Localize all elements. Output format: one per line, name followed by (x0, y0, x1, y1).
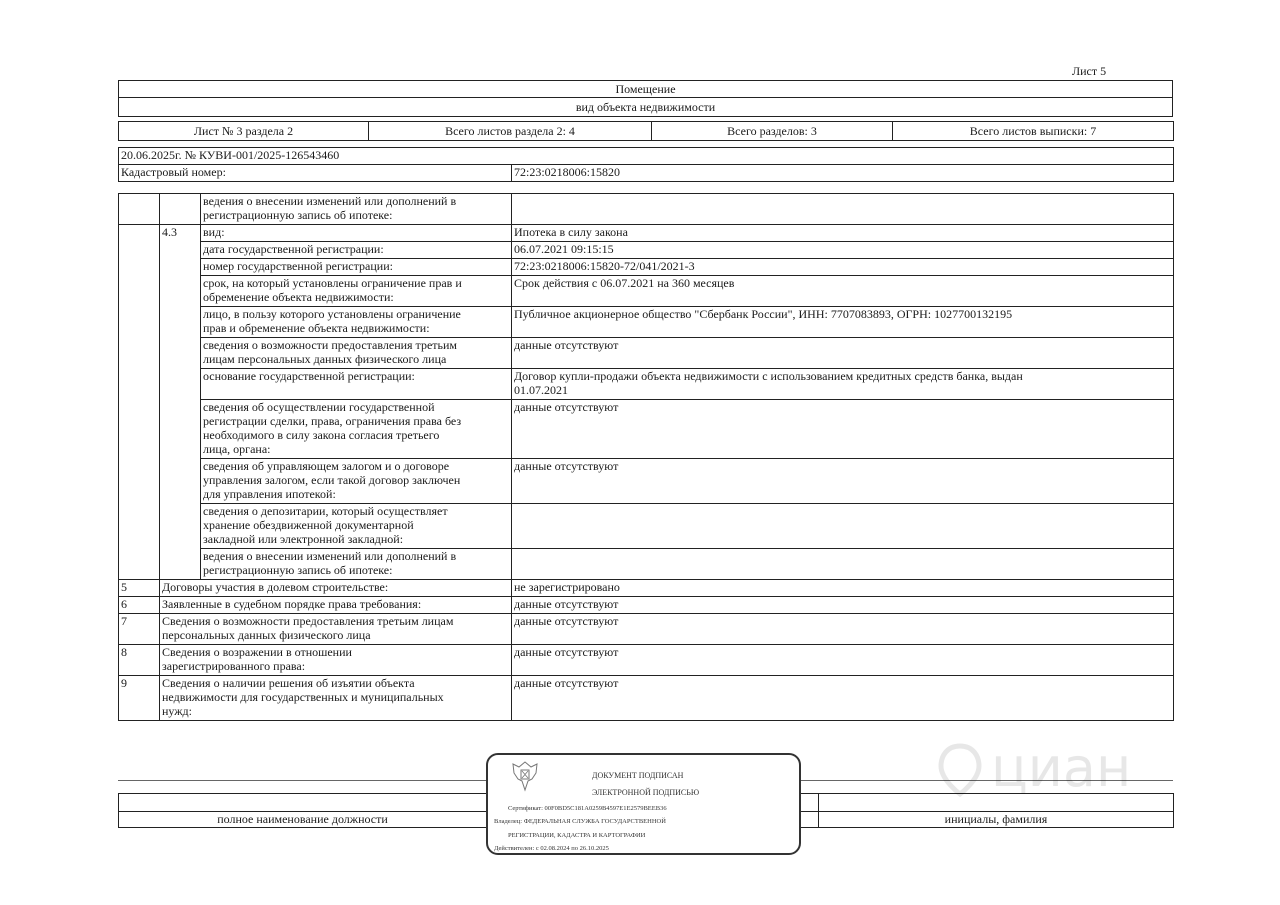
coat-of-arms-icon (508, 759, 542, 793)
field-value: данные отсутствуют (512, 645, 1174, 676)
stamp-subtitle: ЭЛЕКТРОННОЙ ПОДПИСЬЮ (592, 788, 700, 797)
signature-line-left (118, 780, 486, 781)
sections-total: Всего разделов: 3 (652, 122, 893, 141)
field-label: основание государственной регистрации: (201, 369, 512, 400)
sheet-info-bar (118, 121, 1174, 141)
table-row (119, 194, 1174, 225)
encumbrance-table (118, 193, 1174, 721)
field-value: Публичное акционерное общество "Сбербанк России", ИНН: 7707083893, ОГРН: 1027700132195 (512, 307, 1174, 338)
table-row (119, 504, 1174, 549)
num-cell (119, 225, 160, 580)
table-row (119, 307, 1174, 338)
field-label: номер государственной регистрации: (201, 259, 512, 276)
section-sheets-total: Всего листов раздела 2: 4 (369, 122, 652, 141)
position-caption: полное наименование должности (119, 812, 487, 828)
field-value: Ипотека в силу закона (512, 225, 1174, 242)
field-label: ведения о внесении изменений или дополнений в регистрационную запись об ипотеке: (201, 549, 512, 580)
field-label: Договоры участия в долевом строительстве: (160, 580, 512, 597)
document-reference-table (118, 147, 1174, 182)
extract-sheets-total: Всего листов выписки: 7 (893, 122, 1174, 141)
table-row (119, 580, 1174, 597)
field-value: данные отсутствуют (512, 676, 1174, 721)
field-label: лицо, в пользу которого установлены ограничение прав и обременение объекта недвижимости: (201, 307, 512, 338)
row-number: 5 (119, 580, 160, 597)
field-label: Сведения о наличии решения об изъятии объекта недвижимости для государственных и муниципальных нужд: (160, 676, 512, 721)
field-value: данные отсутствуют (512, 400, 1174, 459)
table-row (119, 597, 1174, 614)
table-row (119, 259, 1174, 276)
field-label: срок, на который установлены ограничение прав и обременение объекта недвижимости: (201, 276, 512, 307)
num-cell (119, 194, 160, 225)
field-label: дата государственной регистрации: (201, 242, 512, 259)
table-row (119, 549, 1174, 580)
field-value (512, 549, 1174, 580)
table-row (119, 459, 1174, 504)
field-value (512, 194, 1174, 225)
field-value: Договор купли-продажи объекта недвижимости с использованием кредитных средств банка, выдан 01.07.2021 (512, 369, 1174, 400)
field-value (512, 504, 1174, 549)
field-label: вид: (201, 225, 512, 242)
subnum-cell (160, 194, 201, 225)
table-row (119, 676, 1174, 721)
field-value: Срок действия с 06.07.2021 на 360 месяцев (512, 276, 1174, 307)
field-label: сведения о депозитарии, который осуществляет хранение обездвиженной документарной закладной или электронной закладной: (201, 504, 512, 549)
table-row (119, 369, 1174, 400)
sheet-number: Лист № 3 раздела 2 (119, 122, 369, 141)
stamp-owner: Владелец: ФЕДЕРАЛЬНАЯ СЛУЖБА ГОСУДАРСТВЕННОЙ (494, 818, 666, 825)
object-subtitle: вид объекта недвижимости (575, 100, 716, 114)
stamp-validity: Действителен: с 02.08.2024 по 26.10.2025 (494, 845, 609, 852)
row-number: 9 (119, 676, 160, 721)
field-value: 72:23:0218006:15820-72/041/2021-3 (512, 259, 1174, 276)
table-row (119, 225, 1174, 242)
field-label: сведения о возможности предоставления третьим лицам персональных данных физического лица (201, 338, 512, 369)
table-row (119, 276, 1174, 307)
table-row (119, 400, 1174, 459)
field-label: Заявленные в судебном порядке права требования: (160, 597, 512, 614)
document-header (118, 80, 1173, 117)
electronic-signature-stamp (486, 753, 801, 855)
cian-watermark (935, 720, 1175, 830)
field-value: данные отсутствуют (512, 614, 1174, 645)
watermark-text: циан (991, 736, 1132, 799)
stamp-title: ДОКУМЕНТ ПОДПИСАН (592, 771, 684, 780)
field-value: данные отсутствуют (512, 338, 1174, 369)
name-caption: инициалы, фамилия (819, 812, 1174, 828)
field-value: не зарегистрировано (512, 580, 1174, 597)
stamp-certificate: Сертификат: 00F0BD5C181A0259B4597E1E2579BEEB36 (508, 805, 667, 812)
stamp-owner-continued: РЕГИСТРАЦИИ, КАДАСТРА И КАРТОГРАФИИ (508, 832, 646, 839)
row-number: 6 (119, 597, 160, 614)
table-row (119, 614, 1174, 645)
section-number: 4.3 (160, 225, 201, 580)
row-number: 8 (119, 645, 160, 676)
header-divider (119, 97, 1172, 98)
field-value: данные отсутствуют (512, 459, 1174, 504)
cadastral-number: 72:23:0218006:15820 (512, 165, 1174, 182)
field-label: Сведения о возражении в отношении зарегистрированного права: (160, 645, 512, 676)
field-value: 06.07.2021 09:15:15 (512, 242, 1174, 259)
field-label: сведения об управляющем залогом и о договоре управления залогом, если такой договор заключен для управления ипотекой: (201, 459, 512, 504)
sheet-label: Лист 5 (1072, 64, 1107, 78)
extract-reference: 20.06.2025г. № КУВИ-001/2025-126543460 (119, 148, 1174, 165)
row-number: 7 (119, 614, 160, 645)
object-title: Помещение (615, 82, 676, 96)
field-label: ведения о внесении изменений или дополнений в регистрационную запись об ипотеке: (201, 194, 512, 225)
field-label: Сведения о возможности предоставления третьим лицам персональных данных физического лица (160, 614, 512, 645)
table-row (119, 645, 1174, 676)
field-value: данные отсутствуют (512, 597, 1174, 614)
cian-logo-icon (935, 742, 985, 798)
table-row (119, 338, 1174, 369)
cadastral-label: Кадастровый номер: (119, 165, 512, 182)
field-label: сведения об осуществлении государственной регистрации сделки, права, ограничения права без необходимого в силу закона согласия третьего лица, органа: (201, 400, 512, 459)
table-row (119, 242, 1174, 259)
